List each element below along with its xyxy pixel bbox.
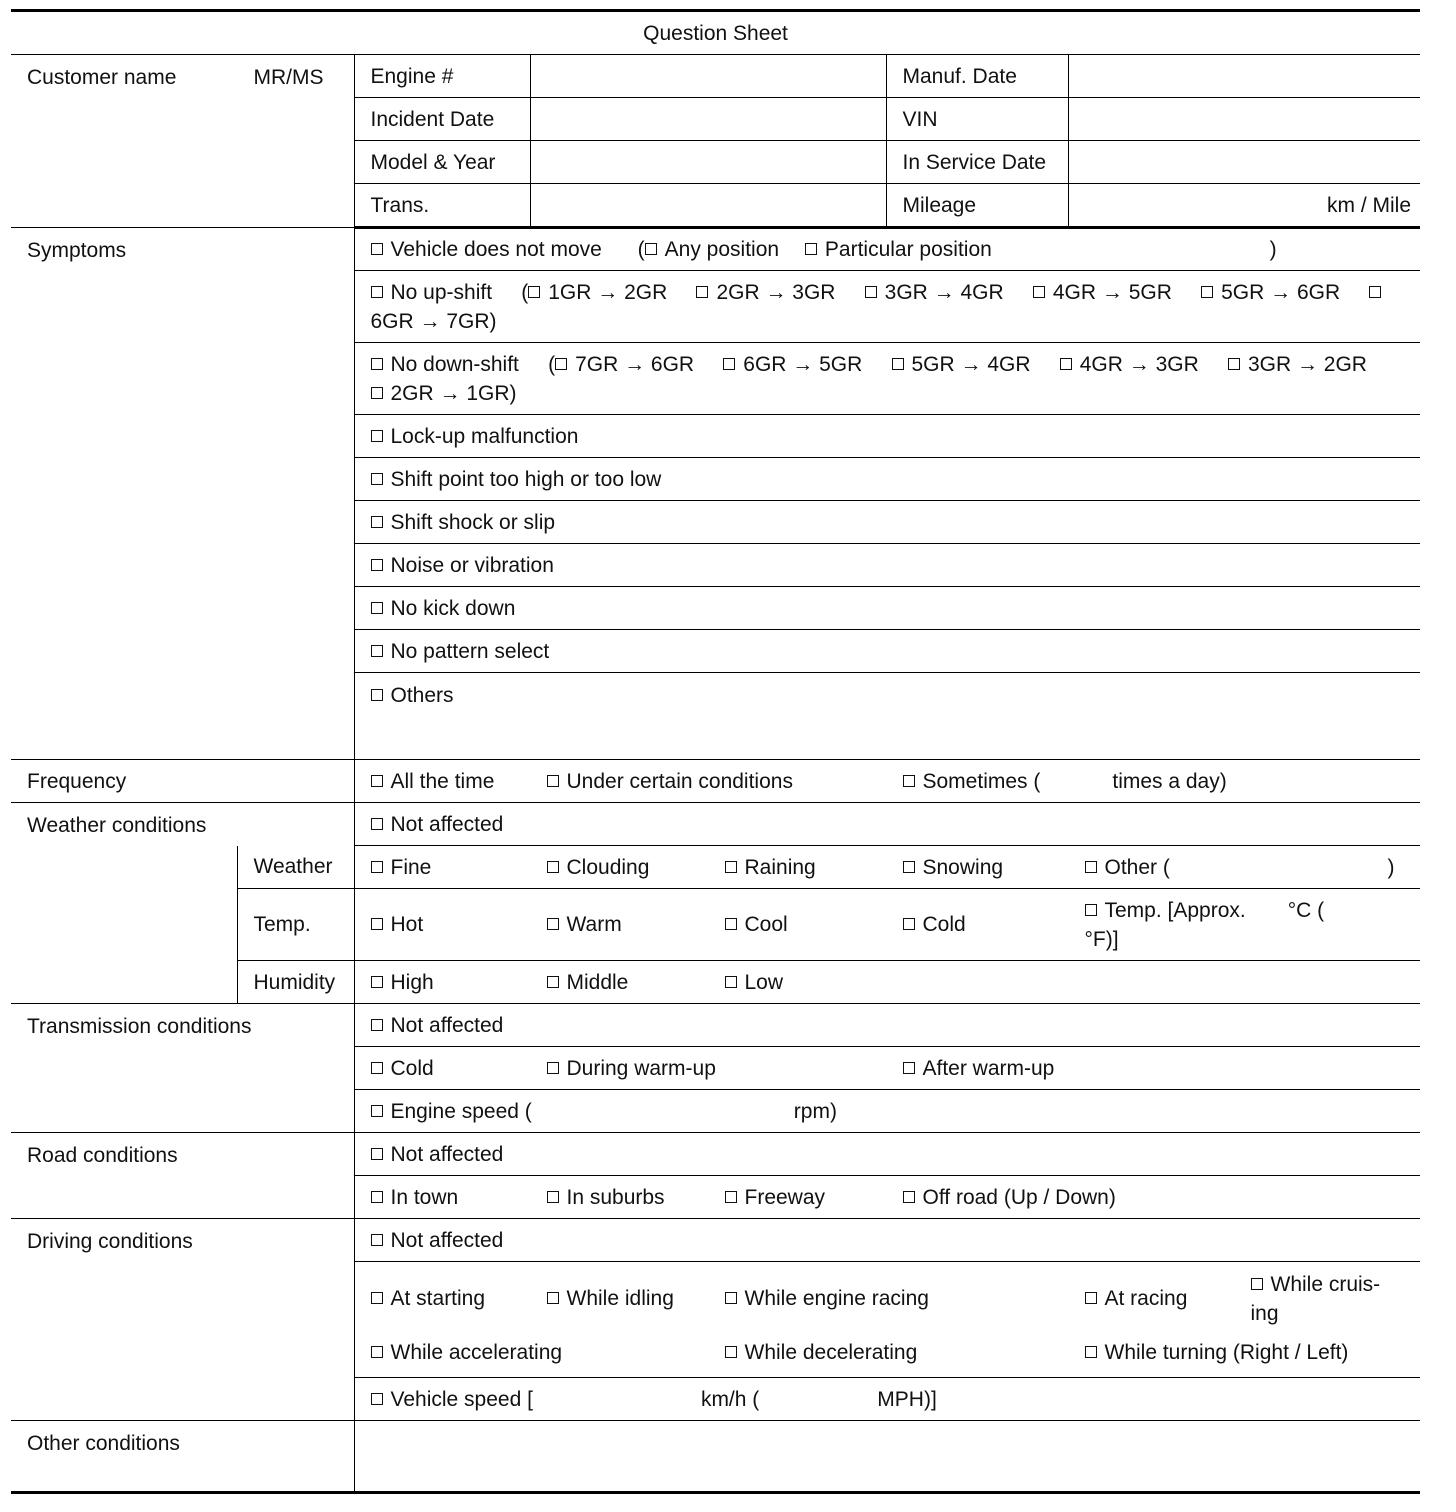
incident-date-field[interactable] [530,98,886,141]
under-conditions-option[interactable]: Under certain conditions [547,767,903,796]
vehicle-speed-row[interactable] [354,1378,1420,1421]
frequency-row [354,760,1420,803]
in-service-date-field[interactable] [1068,141,1420,184]
checkbox-icon[interactable] [1201,286,1213,298]
clouding-option[interactable]: Clouding [547,853,725,882]
trans-cold-option[interactable]: Cold [371,1054,547,1083]
checkbox-icon[interactable] [371,602,383,614]
checkbox-icon[interactable] [547,1292,559,1304]
checkbox-icon[interactable] [1085,861,1097,873]
while-engine-racing-option[interactable]: While engine racing [725,1284,1085,1313]
checkbox-icon[interactable] [725,1346,737,1358]
road-row [354,1176,1420,1219]
checkbox-icon[interactable] [371,918,383,930]
checkbox-icon[interactable] [371,1019,383,1031]
checkbox-icon[interactable] [696,286,708,298]
checkbox-icon[interactable] [371,286,383,298]
hot-option[interactable]: Hot [371,910,547,939]
checkbox-icon[interactable] [723,358,735,370]
trans-temp-row [354,1047,1420,1090]
engine-speed-label: Engine speed ( [390,1099,532,1123]
checkbox-icon[interactable] [903,918,915,930]
off-road-option[interactable]: Off road (Up / Down) [903,1183,1116,1212]
warm-option[interactable]: Warm [547,910,725,939]
during-warmup-option[interactable]: During warm-up [547,1054,903,1083]
weather-label: Weather [237,846,354,889]
downshift-4-3[interactable]: 4GR → 3GR [1079,352,1199,376]
rpm-label: rpm) [793,1099,837,1123]
downshift-3-2[interactable]: 3GR → 2GR [1247,352,1367,376]
no-downshift-option[interactable]: No down-shift [371,350,519,379]
checkbox-icon[interactable] [1033,286,1045,298]
weather-spacer [11,846,237,1004]
checkbox-icon[interactable] [555,358,567,370]
checkbox-icon[interactable] [547,775,559,787]
no-upshift-row: No up-shift ( 1GR → 2GR 2GR → 3GR 3GR → 4GR 4GR → 5GR 5GR → 6GR 6GR → 7GR) [354,271,1420,343]
weather-row [354,846,1420,889]
checkbox-icon[interactable] [371,1393,383,1405]
particular-position-option[interactable]: Particular position [805,235,992,264]
weather-not-affected-option[interactable]: Not affected [354,803,1420,846]
humidity-row [354,961,1420,1004]
shift-shock-option[interactable]: Shift shock or slip [354,501,1420,544]
checkbox-icon[interactable] [1085,1346,1097,1358]
mr-ms-label: MR/MS [253,66,324,89]
upshift-1-2[interactable]: 1GR → 2GR [548,280,668,304]
checkbox-icon[interactable] [903,1062,915,1074]
other-weather-option[interactable]: Other ( ) [1085,853,1395,882]
checkbox-icon[interactable] [371,1346,383,1358]
other-conditions-label: Other conditions [11,1421,354,1493]
manuf-date-label: Manuf. Date [886,55,1068,98]
fine-option[interactable]: Fine [371,853,547,882]
paren-close: ) [1269,238,1277,261]
upshift-2-3[interactable]: 2GR → 3GR [716,280,836,304]
all-time-option[interactable]: All the time [371,767,547,796]
checkbox-icon[interactable] [547,1191,559,1203]
temp-approx-option[interactable]: Temp. [Approx. °C ( °F)] [1084,898,1325,951]
cold-option[interactable]: Cold [903,910,1085,939]
checkbox-icon[interactable] [892,358,904,370]
mileage-label: Mileage [886,184,1068,228]
upshift-4-5[interactable]: 4GR → 5GR [1052,280,1172,304]
trans-not-affected-option[interactable]: Not affected [354,1004,1420,1047]
checkbox-icon[interactable] [903,1191,915,1203]
vehicle-no-move-option[interactable]: Vehicle does not move [371,235,602,264]
in-town-option[interactable]: In town [371,1183,547,1212]
checkbox-icon[interactable] [725,976,737,988]
mph-label: MPH)] [877,1387,937,1411]
upshift-6-7[interactable]: 6GR → 7GR) [370,309,497,333]
manuf-date-field[interactable] [1068,55,1420,98]
in-suburbs-option[interactable]: In suburbs [547,1183,725,1212]
checkbox-icon[interactable] [371,387,383,399]
at-starting-option[interactable]: At starting [371,1284,547,1313]
checkbox-icon[interactable] [1369,286,1381,298]
checkbox-icon[interactable] [903,775,915,787]
weather-conditions-label: Weather conditions [27,814,207,837]
lockup-option[interactable]: Lock-up malfunction [354,415,1420,458]
checkbox-icon[interactable] [371,358,383,370]
while-decelerating-option[interactable]: While decelerating [725,1338,1085,1367]
symptoms-label: Symptoms [11,228,354,760]
customer-name-label: Customer name [27,66,177,89]
vin-label: VIN [886,98,1068,141]
upshift-5-6[interactable]: 5GR → 6GR [1221,280,1341,304]
incident-date-label: Incident Date [354,98,530,141]
downshift-7-6[interactable]: 7GR → 6GR [575,352,695,376]
model-year-field[interactable] [530,141,886,184]
kmh-label: km/h ( [700,1387,760,1411]
checkbox-icon[interactable] [725,1191,737,1203]
downshift-5-4[interactable]: 5GR → 4GR [911,352,1031,376]
freeway-option[interactable]: Freeway [725,1183,903,1212]
checkbox-icon[interactable] [805,243,817,255]
high-option[interactable]: High [371,968,547,997]
vin-field[interactable] [1068,98,1420,141]
upshift-3-4[interactable]: 3GR → 4GR [884,280,1004,304]
vehicle-speed-label: Vehicle speed [ [390,1387,533,1411]
while-idling-option[interactable]: While idling [547,1284,725,1313]
raining-option[interactable]: Raining [725,853,903,882]
sheet-title: Question Sheet [11,11,1420,55]
checkbox-icon[interactable] [371,689,383,701]
checkbox-icon[interactable] [371,430,383,442]
checkbox-icon[interactable] [547,976,559,988]
humidity-label: Humidity [237,961,354,1004]
trans-field[interactable] [530,184,886,228]
while-accelerating-option[interactable]: While accelerating [371,1338,725,1367]
at-racing-option[interactable]: At racing [1085,1284,1251,1313]
while-turning-option[interactable]: While turning (Right / Left) [1085,1338,1349,1367]
mileage-unit: km / Mile [1327,193,1412,217]
cool-option[interactable]: Cool [725,910,903,939]
sometimes-option[interactable]: Sometimes ( [903,767,1041,796]
frequency-label: Frequency [11,760,354,803]
checkbox-icon[interactable] [725,861,737,873]
checkbox-icon[interactable] [1251,1278,1263,1290]
in-service-date-label: In Service Date [886,141,1068,184]
driving-conditions-label: Driving conditions [11,1219,354,1421]
checkbox-icon[interactable] [528,286,540,298]
downshift-6-5[interactable]: 6GR → 5GR [743,352,863,376]
no-downshift-row: No down-shift ( 7GR → 6GR 6GR → 5GR 5GR → 4GR 4GR → 3GR 3GR → 2GR 2GR → 1GR) [354,343,1420,415]
model-year-label: Model & Year [354,141,530,184]
engine-number-label: Engine # [354,55,530,98]
checkbox-icon[interactable] [1085,904,1097,916]
road-conditions-label: Road conditions [11,1133,354,1219]
road-not-affected-option[interactable]: Not affected [354,1133,1420,1176]
checkbox-icon[interactable] [547,1062,559,1074]
mileage-field[interactable] [1068,184,1420,228]
checkbox-icon[interactable] [371,243,383,255]
downshift-2-1[interactable]: 2GR → 1GR) [390,381,517,405]
checkbox-icon[interactable] [371,1105,383,1117]
trans-label: Trans. [354,184,530,228]
temp-label: Temp. [237,889,354,961]
checkbox-icon[interactable] [371,818,383,830]
checkbox-icon[interactable] [547,918,559,930]
checkbox-icon[interactable] [371,1292,383,1304]
other-conditions-field[interactable] [354,1421,1420,1493]
symptom-no-move-row [354,228,1420,271]
checkbox-icon[interactable] [547,861,559,873]
paren-open: ( [637,238,645,261]
engine-number-field[interactable] [530,55,886,98]
after-warmup-option[interactable]: After warm-up [903,1054,1055,1083]
checkbox-icon[interactable] [865,286,877,298]
transmission-conditions-label: Transmission conditions [11,1004,354,1133]
no-kickdown-option[interactable]: No kick down [354,587,1420,630]
checkbox-icon[interactable] [1228,358,1240,370]
temp-row [354,889,1420,961]
checkbox-icon[interactable] [371,1148,383,1160]
no-upshift-option[interactable]: No up-shift [371,278,493,307]
checkbox-icon[interactable] [725,918,737,930]
engine-speed-row[interactable] [354,1090,1420,1133]
shift-point-option[interactable]: Shift point too high or too low [354,458,1420,501]
times-a-day-label: times a day) [1112,769,1227,793]
middle-option[interactable]: Middle [547,968,725,997]
checkbox-icon[interactable] [371,645,383,657]
driving-options-cell [354,1262,1420,1378]
checkbox-icon[interactable] [371,516,383,528]
checkbox-icon[interactable] [1085,1292,1097,1304]
checkbox-icon[interactable] [371,861,383,873]
checkbox-icon[interactable] [725,1292,737,1304]
customer-name-cell[interactable] [11,55,354,228]
others-option[interactable]: Others [354,673,1420,760]
no-pattern-option[interactable]: No pattern select [354,630,1420,673]
checkbox-icon[interactable] [371,1062,383,1074]
snowing-option[interactable]: Snowing [903,853,1085,882]
checkbox-icon[interactable] [371,775,383,787]
checkbox-icon[interactable] [371,473,383,485]
any-position-option[interactable]: Any position [645,235,779,264]
driving-not-affected-option[interactable]: Not affected [354,1219,1420,1262]
checkbox-icon[interactable] [371,1234,383,1246]
checkbox-icon[interactable] [371,1191,383,1203]
noise-option[interactable]: Noise or vibration [354,544,1420,587]
checkbox-icon[interactable] [645,243,657,255]
checkbox-icon[interactable] [1060,358,1072,370]
checkbox-icon[interactable] [903,861,915,873]
checkbox-icon[interactable] [371,976,383,988]
checkbox-icon[interactable] [371,559,383,571]
while-cruising-option[interactable]: While cruis- ing [1250,1272,1381,1325]
low-option[interactable]: Low [725,968,784,997]
question-sheet-table [11,9,1420,1494]
